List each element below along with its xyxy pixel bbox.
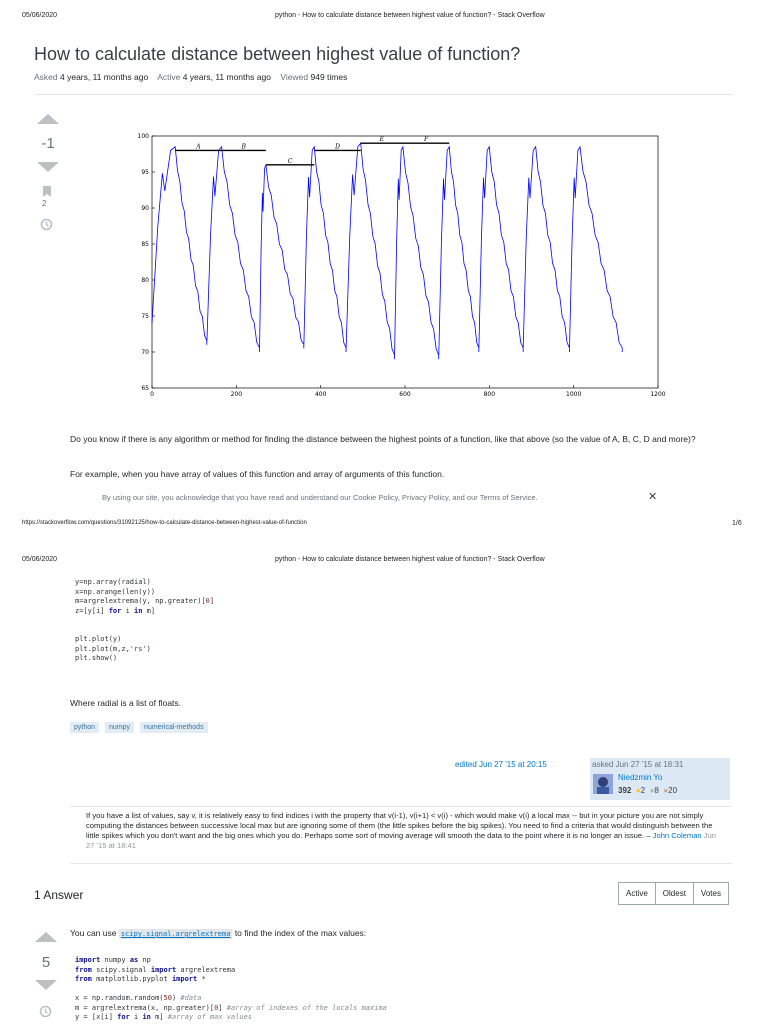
print-page-number: 1/6	[732, 520, 742, 527]
viewed-label: Viewed	[280, 72, 309, 82]
x-tick-label: 1000	[566, 391, 582, 398]
user-reputation: 392	[618, 786, 632, 795]
answer-code-line: m = argrelextrema(x, np.greater)[0] #array of indexes of the locals maxima	[75, 1003, 387, 1012]
user-name[interactable]: Niedzmin Yo	[618, 773, 663, 782]
answer-code-line: x = np.random.random(50) #data	[75, 994, 202, 1002]
user-card	[590, 758, 730, 800]
comment-author[interactable]: John Coleman	[652, 831, 702, 840]
answer-upvote-icon[interactable]	[35, 932, 57, 942]
viewed-value: 949 times	[310, 72, 348, 82]
sort-votes[interactable]: Votes	[694, 882, 729, 905]
question-vote-count: -1	[41, 135, 55, 152]
x-tick-label: 0	[150, 391, 154, 398]
answer-sort-tabs	[618, 882, 729, 905]
avatar[interactable]	[593, 774, 613, 794]
asked-value: 4 years, 11 months ago	[60, 72, 149, 82]
print-date: 05/06/2020	[22, 12, 58, 19]
distance-label: A	[196, 143, 201, 151]
answer-history-icon[interactable]	[39, 1005, 52, 1018]
downvote-icon[interactable]	[37, 162, 59, 172]
bookmark-icon[interactable]	[43, 184, 51, 195]
question-code-line: plt.plot(y)	[75, 635, 122, 643]
question-code-line: z=[y[i] for i in m]	[75, 606, 156, 615]
distance-label: E	[379, 136, 385, 144]
bookmark-count: 2	[42, 199, 47, 208]
answer-code-line: y = [x[i] for i in m] #array of max values	[75, 1013, 253, 1021]
plot-area	[152, 136, 658, 388]
comment-dash: –	[644, 831, 653, 840]
print-page-title-2: python - How to calculate distance between highest value of function? - Stack Overflow	[275, 556, 545, 563]
function-plot	[120, 126, 720, 416]
y-tick-label: 70	[141, 349, 149, 356]
print-url: https://stackoverflow.com/questions/31092125/how-to-calculate-distance-between-highest-value-of-function	[22, 520, 307, 526]
tag-numpy[interactable]: numpy	[105, 722, 134, 733]
question-code-block	[75, 578, 214, 664]
y-tick-label: 65	[141, 385, 149, 392]
upvote-icon[interactable]	[37, 114, 59, 124]
asked-timestamp: asked Jun 27 '15 at 18:31	[592, 760, 684, 769]
answer-code-line	[75, 985, 387, 995]
question-paragraph-3: Where radial is a list of floats.	[70, 698, 182, 708]
silver-badges: 8	[654, 786, 659, 795]
active-value[interactable]: 4 years, 11 months ago	[182, 72, 271, 82]
cookie-banner-text: By using our site, you acknowledge that you have read and understand our Cookie Policy, Privacy Policy, and our Terms of Service.	[102, 493, 538, 502]
active-label: Active	[157, 72, 181, 82]
answer-downvote-icon[interactable]	[35, 980, 57, 990]
x-tick-label: 600	[399, 391, 411, 398]
question-paragraph-1: Do you know if there is any algorithm or method for finding the distance between the highest points of a function, like that above (so the value of A, B, C, D and more)?	[70, 434, 696, 444]
x-tick-label: 800	[483, 391, 496, 398]
gold-badges: 2	[640, 786, 646, 795]
tag-numerical-methods[interactable]: numerical-methods	[140, 722, 208, 733]
answer-vote-count: 5	[41, 954, 51, 971]
x-tick-label: 200	[230, 391, 243, 398]
y-tick-label: 80	[141, 277, 149, 284]
answer-code-line: from matplotlib.pyplot import *	[75, 975, 206, 983]
question-paragraph-2: For example, when you have array of values of this function and array of arguments of this function.	[70, 469, 445, 479]
bronze-badges: 20	[668, 786, 678, 795]
x-tick-label: 400	[314, 391, 327, 398]
question-code-line: x=np.arange(len(y))	[75, 587, 156, 596]
argrelextrema-link[interactable]: scipy.signal.argrelextrema	[120, 930, 231, 938]
distance-label: C	[287, 157, 293, 165]
comment	[70, 806, 732, 864]
edited-link[interactable]: edited Jun 27 '15 at 20:15	[455, 760, 547, 769]
asked-label: Asked	[34, 72, 58, 82]
user-stats: 392 ●2 ●8 ●20	[618, 786, 678, 795]
answer-intro	[70, 927, 366, 940]
distance-label: D	[335, 143, 340, 151]
answer-code-block	[75, 956, 387, 1024]
answers-heading: 1 Answer	[34, 888, 84, 902]
answer-intro-post: to find the index of the max values:	[234, 928, 367, 938]
answer-code-line: from scipy.signal import argrelextrema	[75, 965, 236, 974]
x-tick-label: 1200	[650, 391, 666, 398]
y-tick-label: 95	[141, 169, 149, 176]
sort-active[interactable]: Active	[618, 882, 656, 905]
comment-date[interactable]: Jun 27 '15 at 18:41	[86, 831, 717, 850]
question-code-line: plt.show()	[75, 654, 118, 662]
question-code-line: plt.plot(m,z,'rs')	[75, 644, 151, 653]
question-code-line	[75, 626, 214, 636]
question-meta	[34, 72, 347, 82]
y-tick-label: 100	[137, 133, 149, 140]
cookie-close-icon[interactable]: ✕	[648, 491, 658, 503]
comment-text: If you have a list of values, say v, it is relatively easy to find indices i with the property that v(i-1), v(i+1) < v(i) - which would make v(i) a local max -- but in your picture you are not simply computing the distances between successive local max but are ignoring some of them (the little spikes before the big spikes). You need to find a criteria that would distinguish between the little spikes which you don't want and the big ones which you do. Perhaps some sort of moving average will smooth the data to the point where it is no longer an issue.	[86, 811, 713, 840]
tag-list	[70, 722, 208, 733]
answer-intro-pre: You can use	[70, 928, 117, 938]
sort-oldest[interactable]: Oldest	[656, 882, 694, 905]
function-plot-svg	[120, 126, 720, 416]
history-icon[interactable]	[40, 218, 53, 231]
question-code-line	[75, 616, 214, 626]
print-date-2: 05/06/2020	[22, 556, 58, 563]
y-tick-label: 75	[141, 313, 149, 320]
answer-code-line: import numpy as np	[75, 956, 151, 964]
title-divider	[34, 94, 734, 95]
distance-label: F	[423, 136, 429, 144]
y-tick-label: 90	[141, 205, 149, 212]
tag-python[interactable]: python	[70, 722, 99, 733]
comment-body	[86, 811, 726, 851]
question-code-line: y=np.array(radial)	[75, 578, 151, 586]
y-tick-label: 85	[141, 241, 149, 248]
print-page-title: python - How to calculate distance between highest value of function? - Stack Overflow	[275, 12, 545, 19]
distance-label: B	[241, 143, 246, 151]
question-code-line: m=argrelextrema(y, np.greater)[0]	[75, 597, 215, 605]
question-title[interactable]: How to calculate distance between highest value of function?	[34, 44, 521, 64]
